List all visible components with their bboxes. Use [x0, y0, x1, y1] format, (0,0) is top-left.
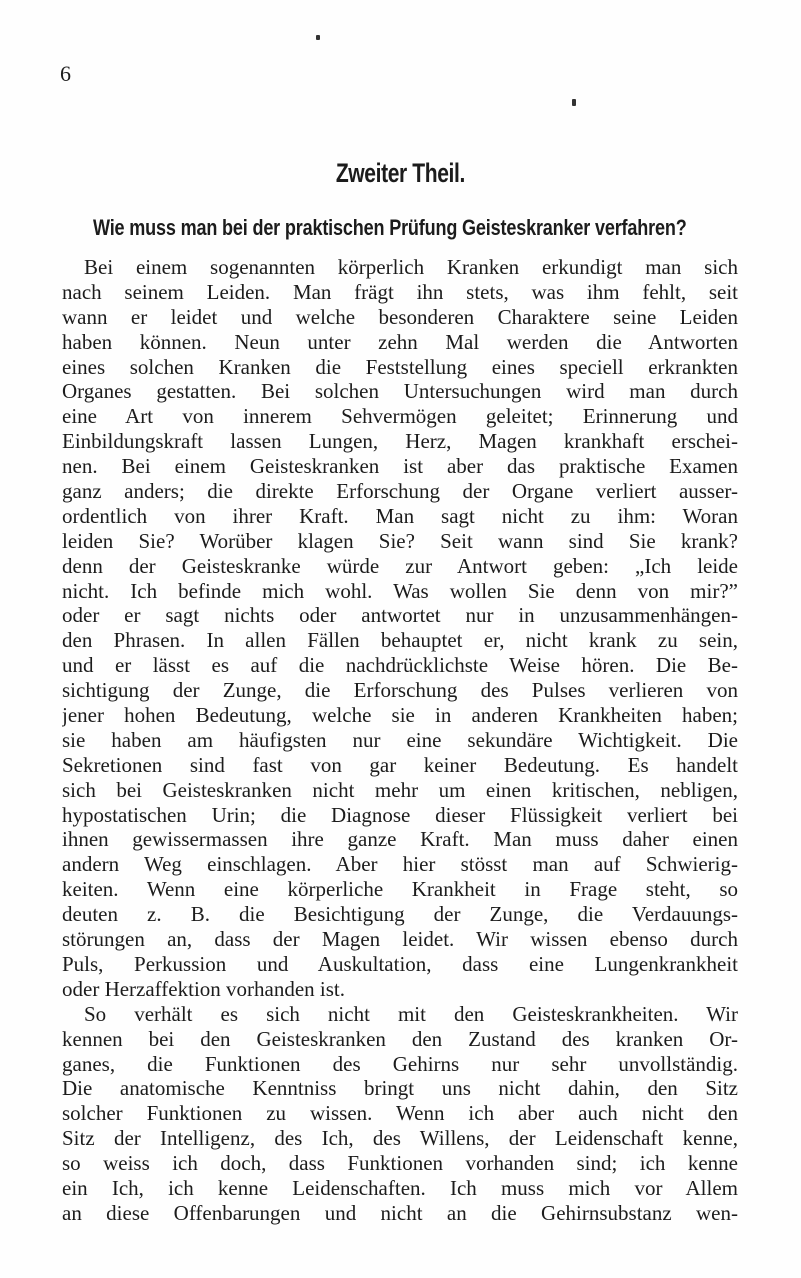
text-line: den Phrasen. In allen Fällen behauptet er, nicht krank zu sein, — [62, 628, 738, 653]
text-line: an diese Offenbarungen und nicht an die Gehirnsubstanz wen- — [62, 1200, 738, 1225]
page-number: 6 — [60, 61, 71, 86]
ink-speck — [572, 99, 576, 106]
body-text — [62, 255, 738, 1226]
text-line: so weiss ich doch, dass Funktionen vorhanden sind; ich kenne — [62, 1151, 738, 1176]
text-line: nicht. Ich befinde mich wohl. Was wollen Sie denn von mir?” — [62, 578, 738, 603]
text-line: ein Ich, ich kenne Leidenschaften. Ich muss mich vor Allem — [62, 1175, 738, 1200]
section-heading: Zweiter Theil. — [335, 158, 465, 188]
paragraph — [62, 255, 738, 1002]
text-line: Sitz der Intelligenz, des Ich, des Willens, der Leidenschaft kenne, — [62, 1126, 738, 1151]
text-line: deuten z. B. die Besichtigung der Zunge, die Verdauungs- — [62, 902, 738, 927]
text-line: ordentlich von ihrer Kraft. Man sagt nicht zu ihm: Woran — [62, 503, 738, 528]
text-line: ihnen gewissermassen ihre ganze Kraft. Man muss daher einen — [62, 827, 738, 852]
text-line: jener hohen Bedeutung, welche sie in anderen Krankheiten haben; — [62, 703, 738, 728]
section-subheading: Wie muss man bei der praktischen Prüfung Geisteskranker verfahren? — [93, 215, 687, 240]
text-line: keiten. Wenn eine körperliche Krankheit in Frage steht, so — [62, 877, 738, 902]
text-line: hypostatischen Urin; die Diagnose dieser Flüssigkeit verliert bei — [62, 802, 738, 827]
text-line: kennen bei den Geisteskranken den Zustand des kranken Or- — [62, 1026, 738, 1051]
text-line: Puls, Perkussion und Auskultation, dass eine Lungenkrankheit — [62, 951, 738, 976]
text-line: sich bei Geisteskranken nicht mehr um einen kritischen, nebligen, — [62, 777, 738, 802]
text-line: denn der Geisteskranke würde zur Antwort geben: „Ich leide — [62, 553, 738, 578]
text-line: leiden Sie? Worüber klagen Sie? Seit wann sind Sie krank? — [62, 528, 738, 553]
text-line: nach seinem Leiden. Man frägt ihn stets, was ihm fehlt, seit — [62, 279, 738, 304]
text-line: Sekretionen sind fast von gar keiner Bedeutung. Es handelt — [62, 752, 738, 777]
text-line: So verhält es sich nicht mit den Geisteskrankheiten. Wir — [84, 1001, 738, 1026]
text-line: ganes, die Funktionen des Gehirns nur sehr unvollständig. — [62, 1051, 738, 1076]
text-line: wann er leidet und welche besonderen Charaktere seine Leiden — [62, 304, 738, 329]
text-line: eine Art von innerem Sehvermögen geleitet; Erinnerung und — [62, 404, 738, 429]
text-line: nen. Bei einem Geisteskranken ist aber das praktische Examen — [62, 454, 738, 479]
text-line: störungen an, dass der Magen leidet. Wir wissen ebenso durch — [62, 927, 738, 952]
text-line: haben können. Neun unter zehn Mal werden die Antworten — [62, 329, 738, 354]
text-line: Bei einem sogenannten körperlich Kranken erkundigt man sich — [84, 255, 738, 279]
text-line: eines solchen Kranken die Feststellung eines speciell erkrankten — [62, 354, 738, 379]
text-line: Organes gestatten. Bei solchen Untersuchungen wird man durch — [62, 379, 738, 404]
text-line: sichtigung der Zunge, die Erforschung des Pulses verlieren von — [62, 678, 738, 703]
text-line: und er lässt es auf die nachdrücklichste Weise hören. Die Be- — [62, 653, 738, 678]
text-line: andern Weg einschlagen. Aber hier stösst man auf Schwierig- — [62, 852, 738, 877]
paragraph — [62, 1002, 738, 1226]
text-line: ganz anders; die direkte Erforschung der Organe verliert ausser- — [62, 479, 738, 504]
text-line: sie haben am häufigsten nur eine sekundäre Wichtigkeit. Die — [62, 727, 738, 752]
text-line: oder Herzaffektion vorhanden ist. — [62, 976, 346, 1001]
text-line: oder er sagt nichts oder antwortet nur in unzusammenhängen- — [62, 603, 738, 628]
text-line: Einbildungskraft lassen Lungen, Herz, Magen krankhaft erschei- — [62, 429, 738, 454]
text-line: solcher Funktionen zu wissen. Wenn ich aber auch nicht den — [62, 1101, 738, 1126]
text-line: Die anatomische Kenntniss bringt uns nicht dahin, den Sitz — [62, 1076, 738, 1101]
ink-speck — [316, 35, 320, 40]
